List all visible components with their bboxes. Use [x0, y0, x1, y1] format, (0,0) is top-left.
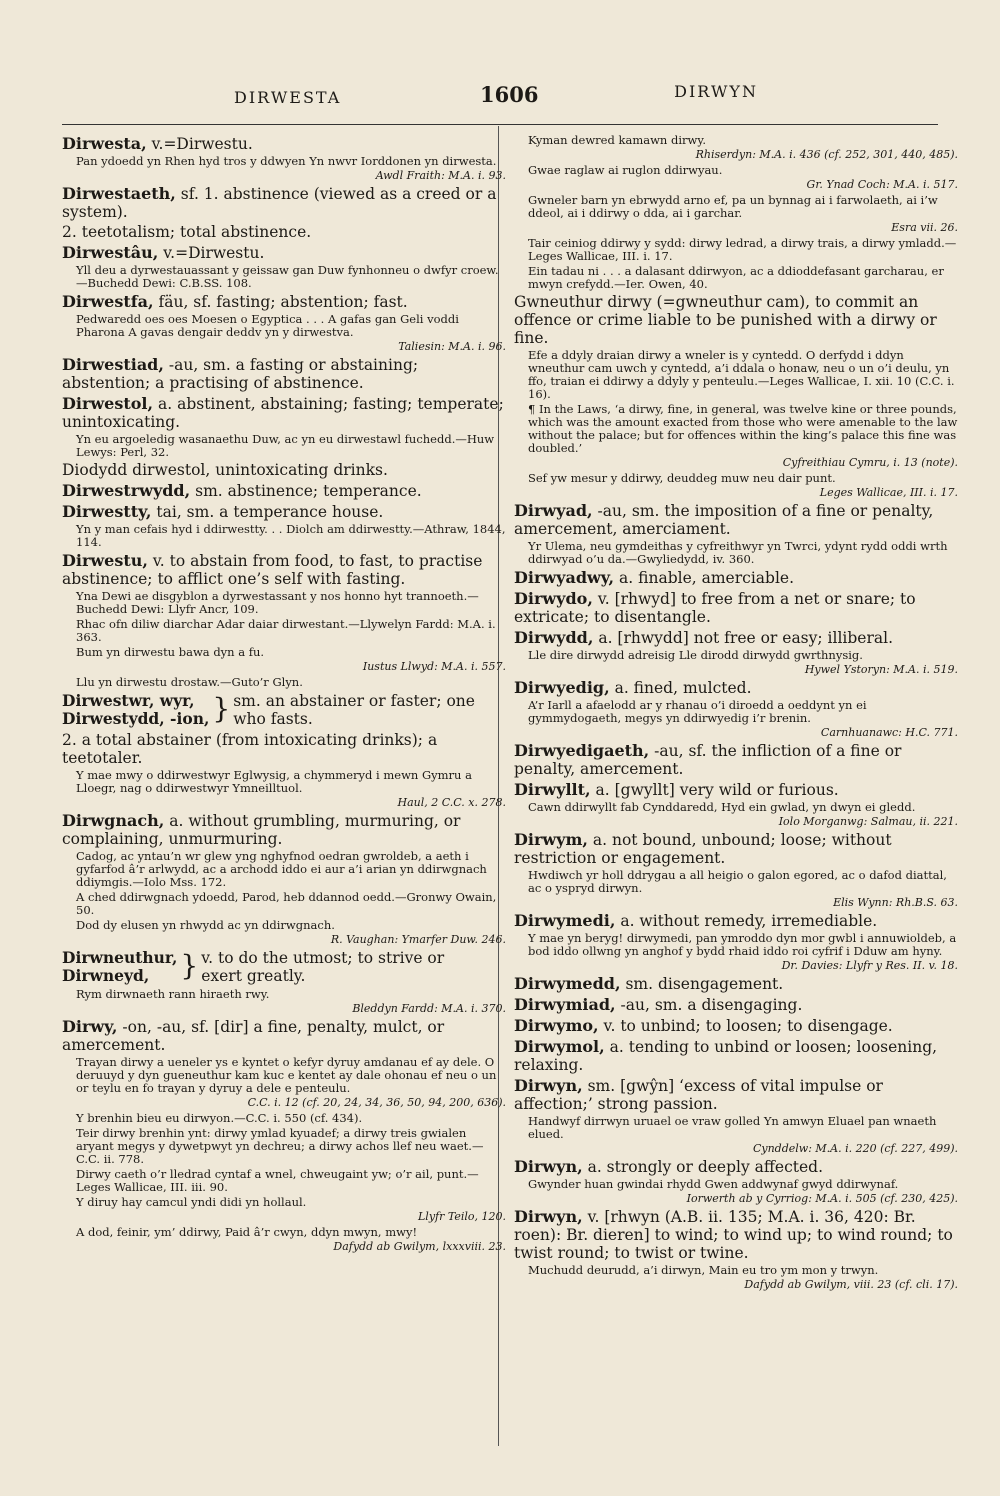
quotation: Yll deu a dyrwestauassant y geissaw gan Duw fynhonneu o dwfyr croew.—Buchedd Dewi: C.B.SS. 108. — [76, 263, 499, 290]
entry-definition: v. to unbind; to loosen; to disengage. — [598, 1017, 893, 1035]
entry-definition: v. [rhwyd] to free from a net or snare; to extricate; to disentangle. — [514, 590, 916, 626]
citation: Dafydd ab Gwilym, lxxxviii. 23. — [333, 1240, 506, 1253]
quotation: Yn eu argoeledig wasanaethu Duw, ac yn eu dirwestawl fuchedd.—Huw Lewys: Perl, 32. — [76, 432, 495, 459]
dictionary-entry-pair — [62, 949, 506, 985]
entry-definition: v.=Dirwestu. — [146, 135, 253, 153]
quotation: Gwneler barn yn ebrwydd arno ef, pa un bynnag ai i farwolaeth, ai i’w ddeol, ai i ddirwy o dda, ai i garchar. — [528, 193, 938, 220]
quotation: Sef yw mesur y ddirwy, deuddeg muw neu dair punt. — [528, 471, 836, 485]
entry-headword: Dirwymedi, — [514, 911, 616, 930]
dictionary-entry — [62, 1018, 506, 1054]
entry-headword: Dirwyedigaeth, — [514, 741, 650, 760]
quotation: Y diruy hay camcul yndi didi yn hollaul. — [76, 1195, 307, 1209]
citation: Gr. Ynad Coch: M.A. i. 517. — [806, 178, 958, 191]
dictionary-entry — [514, 1017, 958, 1035]
right-column — [514, 132, 958, 1472]
dictionary-entry — [62, 812, 506, 848]
dictionary-entry — [514, 831, 958, 867]
quotation: Ein tadau ni . . . a dalasant ddirwyon, ac a ddioddefasant garcharau, er mwyn crefydd.—Ier. Owen, 40. — [528, 264, 944, 291]
citation: Cyfreithiau Cymru, i. 13 (note). — [782, 456, 958, 469]
entry-headword: Dirwneuthur, — [62, 948, 178, 967]
entry-headword: Dirwymo, — [514, 1016, 599, 1035]
entry-headword: Dirwyllt, — [514, 780, 591, 799]
entry-headword: Dirwyn, — [514, 1076, 583, 1095]
entry-definition: a. fined, mulcted. — [609, 679, 752, 697]
quotation: A’r Iarll a afaelodd ar y rhanau o’i diroedd a oeddynt yn ei gymmydogaeth, megys yn ddirwyedig i’r brenin. — [528, 698, 867, 725]
citation: Haul, 2 C.C. x. 278. — [397, 796, 506, 809]
entry-headword: Dirwestrwydd, — [62, 481, 191, 500]
entry-headword: Dirwgnach, — [62, 811, 165, 830]
entry-definition: sm. [gwŷn] ‘excess of vital impulse or affection;’ strong passion. — [514, 1077, 883, 1113]
entry-definition: v. [rhwyn (A.B. ii. 135; M.A. i. 36, 420: Br. roen): Br. dieren] to wind; to wind up; to wind round; to twist round; to twist or twine. — [514, 1208, 953, 1262]
quotation: Y brenhin bieu eu dirwyon.—C.C. i. 550 (cf. 434). — [76, 1111, 363, 1125]
citation: Awdl Fraith: M.A. i. 93. — [375, 169, 506, 182]
entry-headword: Dirwestwr, wyr, — [62, 691, 195, 710]
dictionary-entry — [62, 135, 506, 153]
entry-definition: -au, sm. a fasting or abstaining; abstention; a practising of abstinence. — [62, 356, 419, 392]
entry-definition: a. without grumbling, murmuring, or complaining, unmurmuring. — [62, 812, 461, 848]
entry-headword: Dirwy, — [62, 1017, 118, 1036]
citation: Hywel Ystoryn: M.A. i. 519. — [804, 663, 958, 676]
dictionary-entry — [514, 1038, 958, 1074]
entry-definition: fäu, sf. fasting; abstention; fast. — [153, 293, 408, 311]
citation: Llyfr Teilo, 120. — [418, 1210, 506, 1223]
dictionary-entry — [514, 590, 958, 626]
entry-definition: sm. abstinence; temperance. — [190, 482, 422, 500]
dictionary-entry — [514, 502, 958, 538]
entry-definition: a. finable, amerciable. — [614, 569, 794, 587]
dictionary-entry — [62, 503, 506, 521]
entry-definition: sm. disengagement. — [620, 975, 784, 993]
entry-definition: tai, sm. a temperance house. — [151, 503, 384, 521]
quotation: A dod, feinir, ym’ ddirwy, Paid â’r cwyn, ddyn mwyn, mwy! — [76, 1225, 418, 1239]
entry-definition: sm. an abstainer or faster; one who fasts. — [233, 692, 475, 728]
entry-headword: Dirwestol, — [62, 394, 154, 413]
entry-definition: v. to do the utmost; to strive or exert greatly. — [201, 949, 445, 985]
entry-headword: Dirwymedd, — [514, 974, 621, 993]
entry-headword: Dirwyadwy, — [514, 568, 615, 587]
entry-headword: Dirwestty, — [62, 502, 152, 521]
entry-headwords — [62, 949, 177, 985]
quotation: Dirwy caeth o’r lledrad cyntaf a wnel, chweugaint yw; o’r ail, punt.—Leges Wallicae, III. iii. 90. — [76, 1167, 479, 1194]
entry-headword: Dirwymol, — [514, 1037, 605, 1056]
brace-glyph: } — [180, 949, 199, 982]
dictionary-entry — [514, 996, 958, 1014]
quotation: Hwdiwch yr holl ddrygau a all heigio o galon egored, ac o dafod diattal, ac o yspryd dirwyn. — [528, 868, 947, 895]
dictionary-entry — [62, 552, 506, 588]
entry-definition: a. not bound, unbound; loose; without restriction or engagement. — [514, 831, 892, 867]
dictionary-entry — [514, 629, 958, 647]
dictionary-entry — [514, 912, 958, 930]
quotation: Gwynder huan gwindai rhydd Gwen addwynaf gwyd ddirwynaf. — [528, 1177, 899, 1191]
quotation: Trayan dirwy a ueneler ys e kyntet o kefyr dyruy amdanau ef ay dele. O deruuyd y dyn gueneuthur kam kuc e kentet ay dale ohonau ef neu o un or teylu en fo trayan y dyruy a dele e penteulu. — [76, 1055, 497, 1095]
sense-line: 2. a total abstainer (from intoxicating drinks); a teetotaler. — [62, 731, 438, 767]
dictionary-entry-pair — [62, 692, 506, 728]
entry-headword: Dirwyedig, — [514, 678, 610, 697]
citation: Iustus Llwyd: M.A. i. 557. — [362, 660, 506, 673]
quotation: Efe a ddyly draian dirwy a wneler is y cyntedd. O derfydd i ddyn wneuthur cam uwch y cyntedd, a’i ddala o honaw, neu o un o’i deulu, yn ffo, traian ei ddirwy a ddyly y penteulu.—Leges Wallicae, I. xii. 10 (C.C. i. 16). — [528, 348, 955, 401]
quotation: Pedwaredd oes oes Moesen o Egyptica . . . A gafas gan Geli voddi Pharona A gavas dengair deddv yn y dirwestva. — [76, 312, 459, 339]
quotation: Pan ydoedd yn Rhen hyd tros y ddwyen Yn nwvr Iorddonen yn dirwesta. — [76, 154, 497, 168]
citation: Taliesin: M.A. i. 96. — [398, 340, 506, 353]
quotation: Rhac ofn diliw diarchar Adar daiar dirwestant.—Llywelyn Fardd: M.A. i. 363. — [76, 617, 496, 644]
citation: Leges Wallicae, III. i. 17. — [819, 486, 958, 499]
citation: Elis Wynn: Rh.B.S. 63. — [833, 896, 958, 909]
entry-headword: Dirwesta, — [62, 134, 147, 153]
quotation: Tair ceiniog ddirwy y sydd: dirwy ledrad, a dirwy trais, a dirwy ymladd.—Leges Wallicae, III. i. 17. — [528, 236, 957, 263]
dictionary-entry — [62, 293, 506, 311]
quotation: A ched ddirwgnach ydoedd, Parod, heb ddannod oedd.—Gronwy Owain, 50. — [76, 890, 497, 917]
entry-definition: -au, sm. a disengaging. — [615, 996, 803, 1014]
entry-definition: a. [gwyllt] very wild or furious. — [590, 781, 839, 799]
entry-definition: v. to abstain from food, to fast, to practise abstinence; to afflict one’s self with fasting. — [62, 552, 483, 588]
quotation: Yr Ulema, neu gymdeithas y cyfreithwyr yn Twrci, ydynt rydd oddi wrth ddirwyad o’u da.—Gwyliedydd, iv. 360. — [528, 539, 948, 566]
entry-definition: -au, sf. the infliction of a fine or penalty, amercement. — [514, 742, 902, 778]
dictionary-entry — [514, 679, 958, 697]
dictionary-entry — [514, 742, 958, 778]
sense-line: 2. teetotalism; total abstinence. — [62, 223, 312, 241]
citation: Dr. Davies: Llyfr y Res. II. v. 18. — [781, 959, 958, 972]
quotation: Gwae raglaw ai ruglon ddirwyau. — [528, 163, 723, 177]
entry-headwords — [62, 692, 209, 728]
citation: R. Vaughan: Ymarfer Duw. 246. — [330, 933, 506, 946]
entry-definition: a. tending to unbind or loosen; loosening, relaxing. — [514, 1038, 938, 1074]
dictionary-entry — [514, 975, 958, 993]
quotation: Handwyf dirrwyn uruael oe vraw golled Yn amwyn Eluael pan wnaeth elued. — [528, 1114, 937, 1141]
entry-headword: Dirwyn, — [514, 1157, 583, 1176]
dictionary-entry — [62, 482, 506, 500]
quotation: Kyman dewred kamawn dirwy. — [528, 133, 707, 147]
dictionary-entry — [514, 569, 958, 587]
entry-definition: a. without remedy, irremediable. — [615, 912, 878, 930]
entry-headword: Dirwestiad, — [62, 355, 164, 374]
citation: Dafydd ab Gwilym, viii. 23 (cf. cli. 17). — [744, 1278, 958, 1291]
quotation: Bum yn dirwestu bawa dyn a fu. — [76, 645, 265, 659]
citation: Esra vii. 26. — [891, 221, 958, 234]
quotation: Cadog, ac yntau’n wr glew yng nghyfnod oedran gwroldeb, a aeth i gyfarfod â’r arlwydd, ac a archodd iddo ei aur a’i arian yn ddirwgnach ddiymgis.—Iolo Mss. 172. — [76, 849, 487, 889]
quotation: Yna Dewi ae disgyblon a dyrwestassant y nos honno hyt trannoeth.—Buchedd Dewi: Llyfr Ancr, 109. — [76, 589, 479, 616]
dictionary-entry — [62, 244, 506, 262]
entry-headword: Dirwymiad, — [514, 995, 616, 1014]
dictionary-entry — [62, 356, 506, 392]
citation: Iorwerth ab y Cyrriog: M.A. i. 505 (cf. 230, 425). — [686, 1192, 958, 1205]
citation: Cynddelw: M.A. i. 220 (cf. 227, 499). — [752, 1142, 958, 1155]
quotation: Llu yn dirwestu drostaw.—Guto’r Glyn. — [76, 675, 303, 689]
quotation: ¶ In the Laws, ‘a dirwy, fine, in general, was twelve kine or three pounds, which was the amount exacted from those who were amenable to the law without the palace; but for offences within the king’s palace this fine was doubled.’ — [528, 402, 958, 455]
quotation: Y mae mwy o ddirwestwyr Eglwysig, a chymmeryd i mewn Gymru a Lloegr, nag o ddirwestwyr Ymneilltuol. — [76, 768, 472, 795]
sense-line: Diodydd dirwestol, unintoxicating drinks. — [62, 461, 388, 479]
quotation: Dod dy elusen yn rhwydd ac yn ddirwgnach. — [76, 918, 335, 932]
quotation: Yn y man cefais hyd i ddirwestty. . . Diolch am ddirwestty.—Athraw, 1844, 114. — [76, 522, 506, 549]
quotation: Rym dirwnaeth rann hiraeth rwy. — [76, 987, 270, 1001]
page-header — [62, 82, 938, 122]
entry-definition: sf. 1. abstinence (viewed as a creed or a system). — [62, 185, 497, 221]
entry-definition: a. strongly or deeply affected. — [582, 1158, 824, 1176]
entry-headword: Dirwestaeth, — [62, 184, 176, 203]
citation: Rhiserdyn: M.A. i. 436 (cf. 252, 301, 440, 485). — [695, 148, 958, 161]
dictionary-entry — [62, 395, 506, 431]
entry-headword: Dirwestydd, -ion, — [62, 709, 210, 728]
entry-definition: a. abstinent, abstaining; fasting; temperate; unintoxicating. — [62, 395, 504, 431]
dictionary-entry — [514, 781, 958, 799]
entry-headword: Dirwestâu, — [62, 243, 159, 262]
header-rule — [62, 124, 938, 125]
entry-headword: Dirwydd, — [514, 628, 594, 647]
entry-definition: v.=Dirwestu. — [158, 244, 265, 262]
dictionary-entry — [514, 1158, 958, 1176]
entry-headword: Dirwym, — [514, 830, 588, 849]
citation: C.C. i. 12 (cf. 20, 24, 34, 36, 50, 94, 200, 636). — [247, 1096, 506, 1109]
left-column — [62, 132, 506, 1472]
citation: Bleddyn Fardd: M.A. i. 370. — [352, 1002, 506, 1015]
entry-headword: Dirwyad, — [514, 501, 593, 520]
entry-headword: Dirwneyd, — [62, 966, 150, 985]
entry-headword: Dirwestu, — [62, 551, 148, 570]
page-number: 1606 — [480, 82, 539, 107]
quotation: Y mae yn beryg! dirwymedi, pan ymroddo dyn mor gwbl i annuwioldeb, a bod iddo ollwng yn anghof y bydd rhaid iddo roi cyfrif i Dduw am hyny. — [528, 931, 957, 958]
brace-glyph: } — [212, 692, 231, 725]
entry-headword: Dirwydo, — [514, 589, 593, 608]
citation: Carnhuanawc: H.C. 771. — [820, 726, 958, 739]
header-right-guide-word: DIRWYN — [674, 82, 758, 101]
dictionary-entry — [514, 1208, 958, 1262]
sense-line: Gwneuthur dirwy (=gwneuthur cam), to commit an offence or crime liable to be punished with a dirwy or fine. — [514, 293, 937, 347]
quotation: Teir dirwy brenhin ynt: dirwy ymlad kyuadef; a dirwy treis gwialen aryant megys y dywetpwyt yn dechreu; a dirwy achos llef neu waet.—C.C. ii. 778. — [76, 1126, 484, 1166]
quotation: Cawn ddirwyllt fab Cynddaredd, Hyd ein gwlad, yn dwyn ei gledd. — [528, 800, 916, 814]
citation: Iolo Morganwg: Salmau, ii. 221. — [778, 815, 958, 828]
quotation: Muchudd deurudd, a’i dirwyn, Main eu tro ym mon y trwyn. — [528, 1263, 879, 1277]
header-left-guide-word: DIRWESTA — [234, 88, 342, 107]
entry-definition: a. [rhwydd] not free or easy; illiberal. — [593, 629, 893, 647]
quotation: Lle dire dirwydd adreisig Lle dirodd dirwydd gwrthnysig. — [528, 648, 863, 662]
entry-headword: Dirwestfa, — [62, 292, 154, 311]
entry-definition: -on, -au, sf. [dir] a fine, penalty, mulct, or amercement. — [62, 1018, 445, 1054]
entry-headword: Dirwyn, — [514, 1207, 583, 1226]
dictionary-entry — [514, 1077, 958, 1113]
entry-definition: -au, sm. the imposition of a fine or penalty, amercement, amerciament. — [514, 502, 934, 538]
dictionary-entry — [62, 185, 506, 221]
